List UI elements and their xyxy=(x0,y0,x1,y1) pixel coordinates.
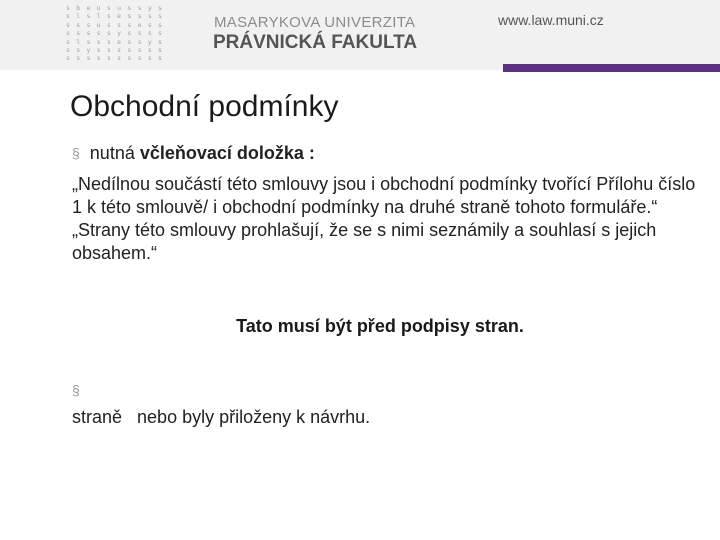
bullet-marker-2: § xyxy=(72,382,80,398)
tail-text: straně nebo byly přiloženy k návrhu. xyxy=(72,407,371,427)
logo-pattern: s b e u s u s s y s s l s l s e s s s s s s s u s s s e s s s s s s s y s s s s s l s s s e s s y s s s y s s s s s s s s s s s s s s s s s xyxy=(66,4,164,63)
accent-bar xyxy=(503,64,720,72)
slide-header xyxy=(0,0,720,70)
signature-note: Tato musí být před podpisy stran. xyxy=(236,316,524,336)
bullet-item-1 xyxy=(72,143,315,164)
clause-quote: „Nedílnou součástí této smlouvy jsou i obchodní podmínky tvořící Přílohu číslo 1 k této smlouvě/ i obchodní podmínky na druhé straně tohoto formuláře.“ „Strany této smlouvy prohlašují, že se s nimi seznámily a souhlasí s jejich obsahem.“ xyxy=(72,174,696,263)
bullet-text-prefix: nutná xyxy=(89,143,140,163)
faculty-name: PRÁVNICKÁ FAKULTA xyxy=(213,32,418,53)
bullet-text-bold: včleňovací doložka : xyxy=(139,143,315,163)
slide-title: Obchodní podmínky xyxy=(70,90,339,123)
bullet-marker: § xyxy=(72,145,80,161)
university-name: MASARYKOVA UNIVERZITA xyxy=(214,14,416,31)
website-url: www.law.muni.cz xyxy=(498,12,604,28)
